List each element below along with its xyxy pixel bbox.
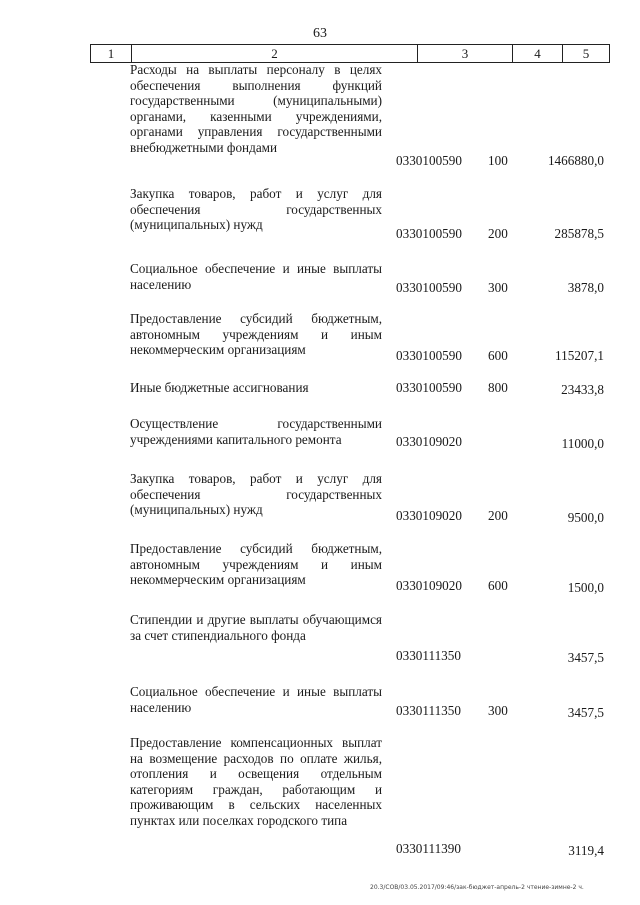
header-col-4: 4 xyxy=(513,45,563,62)
row-description: Предоставление компенсационных выплат на возмещение расходов по оплате жилья, отопления и освещения отдельным категориям граждан, работающим и проживающим в сельских населенных пунктах или поселках городского типа xyxy=(130,735,382,828)
row-type: 200 xyxy=(488,508,508,523)
row-amount: 1466880,0 xyxy=(547,153,604,168)
row-amount: 3878,0 xyxy=(567,280,604,295)
row-type: 600 xyxy=(488,348,508,363)
row-amount: 115207,1 xyxy=(555,348,604,363)
row-code: 0330109020 xyxy=(396,434,462,449)
header-col-5: 5 xyxy=(582,46,590,61)
row-description: Предоставление субсидий бюджетным, автономным учреждениям и иным некоммерческим организациям xyxy=(130,541,382,588)
row-type: 800 xyxy=(488,380,508,395)
row-amount: 1500,0 xyxy=(567,580,604,595)
row-code: 0330111350 xyxy=(396,648,461,663)
row-description: Закупка товаров, работ и услуг для обеспечения государственных (муниципальных) нужд xyxy=(130,471,382,518)
row-code: 0330100590 xyxy=(396,380,462,395)
row-amount: 23433,8 xyxy=(561,382,604,397)
row-code: 0330109020 xyxy=(396,578,462,593)
row-description: Предоставление субсидий бюджетным, автономным учреждениям и иным некоммерческим организациям xyxy=(130,311,382,358)
row-type: 100 xyxy=(488,153,508,168)
row-description: Стипендии и другие выплаты обучающимся за счет стипендиального фонда xyxy=(130,612,382,643)
row-amount: 11000,0 xyxy=(561,436,604,451)
row-description: Иные бюджетные ассигнования xyxy=(130,380,309,395)
row-code: 0330100590 xyxy=(396,153,462,168)
row-type: 600 xyxy=(488,578,508,593)
header-col-1: 1 xyxy=(91,45,132,62)
table-header xyxy=(90,44,610,63)
row-amount: 3457,5 xyxy=(567,705,604,720)
row-code: 0330109020 xyxy=(396,508,462,523)
row-code: 0330111390 xyxy=(396,841,461,856)
row-code: 0330111350 xyxy=(396,703,461,718)
row-code: 0330100590 xyxy=(396,226,462,241)
page-number: 63 xyxy=(313,26,327,41)
header-col-3: 3 xyxy=(418,45,513,62)
row-amount: 3119,4 xyxy=(568,843,604,858)
row-amount: 3457,5 xyxy=(567,650,604,665)
row-type: 300 xyxy=(488,703,508,718)
row-amount: 285878,5 xyxy=(554,226,604,241)
row-type: 200 xyxy=(488,226,508,241)
row-description: Осуществление государственными учреждениями капитального ремонта xyxy=(130,416,382,447)
row-description: Социальное обеспечение и иные выплаты населению xyxy=(130,261,382,292)
row-code: 0330100590 xyxy=(396,280,462,295)
row-type: 300 xyxy=(488,280,508,295)
row-code: 0330100590 xyxy=(396,348,462,363)
header-col-2: 2 xyxy=(132,45,418,62)
row-description: Социальное обеспечение и иные выплаты населению xyxy=(130,684,382,715)
row-description: Расходы на выплаты персоналу в целях обеспечения выполнения функций государственными (муниципальными) органами, казенными учреждениями, органами управления государственными внебюджетными фондами xyxy=(130,62,382,155)
file-path-footer: 20.3/СОВ/03.05.2017/09:46/зак-бюджет-апрель-2 чтение-зимне-2 ч. xyxy=(370,884,584,891)
row-amount: 9500,0 xyxy=(567,510,604,525)
row-description: Закупка товаров, работ и услуг для обеспечения государственных (муниципальных) нужд xyxy=(130,186,382,233)
